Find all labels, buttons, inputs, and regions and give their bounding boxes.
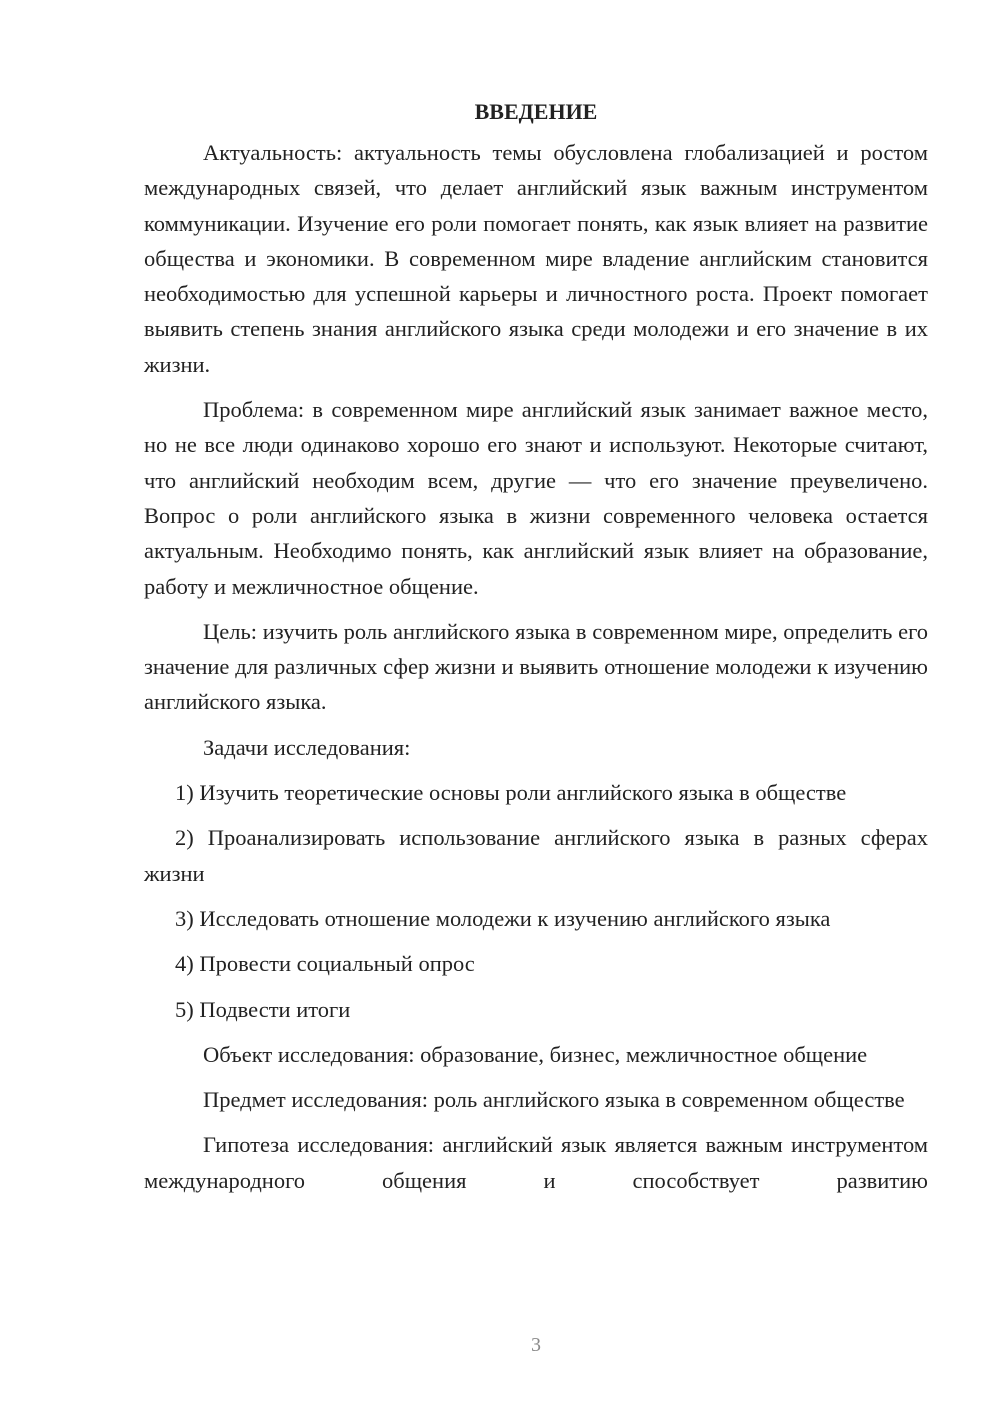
task-item-4: 4) Провести социальный опрос: [175, 951, 475, 977]
paragraph-object: Объект исследования: образование, бизнес, межличностное общение: [203, 1041, 868, 1067]
paragraph-problem: Проблема: в современном мире английский язык занимает важное место, но не все люди одинаково хорошо его знают и используют. Некоторые считают, что английский необходим всем, другие — что его значение преувеличено. Вопрос о роли английского языка в жизни современного человека остается актуальным. Необходимо понять, как английский язык влияет на образование, работу и межличностное общение.: [144, 397, 928, 599]
page-title: ВВЕДЕНИЕ: [474, 99, 598, 124]
paragraph-goal: Цель: изучить роль английского языка в современном мире, определить его значение для различных сфер жизни и выявить отношение молодежи к изучению английского языка.: [144, 618, 928, 715]
paragraph-subject: Предмет исследования: роль английского языка в современном обществе: [203, 1087, 905, 1113]
page-number: 3: [531, 1334, 541, 1356]
task-item-5: 5) Подвести итоги: [175, 996, 351, 1022]
paragraph-hypothesis: Гипотеза исследования: английский язык является важным инструментом международного общения и способствует развитию: [144, 1132, 928, 1193]
paragraph-relevance: Актуальность: актуальность темы обусловлена глобализацией и ростом международных связей, что делает английский язык важным инструментом коммуникации. Изучение его роли помогает понять, как язык влияет на развитие общества и экономики. В современном мире владение английским становится необходимостью для успешной карьеры и личностного роста. Проект помогает выявить степень знания английского языка среди молодежи и его значение в их жизни.: [144, 140, 928, 377]
task-item-3: 3) Исследовать отношение молодежи к изучению английского языка: [175, 905, 831, 931]
task-item-1: 1) Изучить теоретические основы роли английского языка в обществе: [175, 780, 847, 806]
page-content: [144, 94, 928, 1208]
task-item-2: 2) Проанализировать использование английского языка в разных сферах жизни: [144, 825, 928, 886]
tasks-heading: Задачи исследования:: [203, 734, 411, 760]
